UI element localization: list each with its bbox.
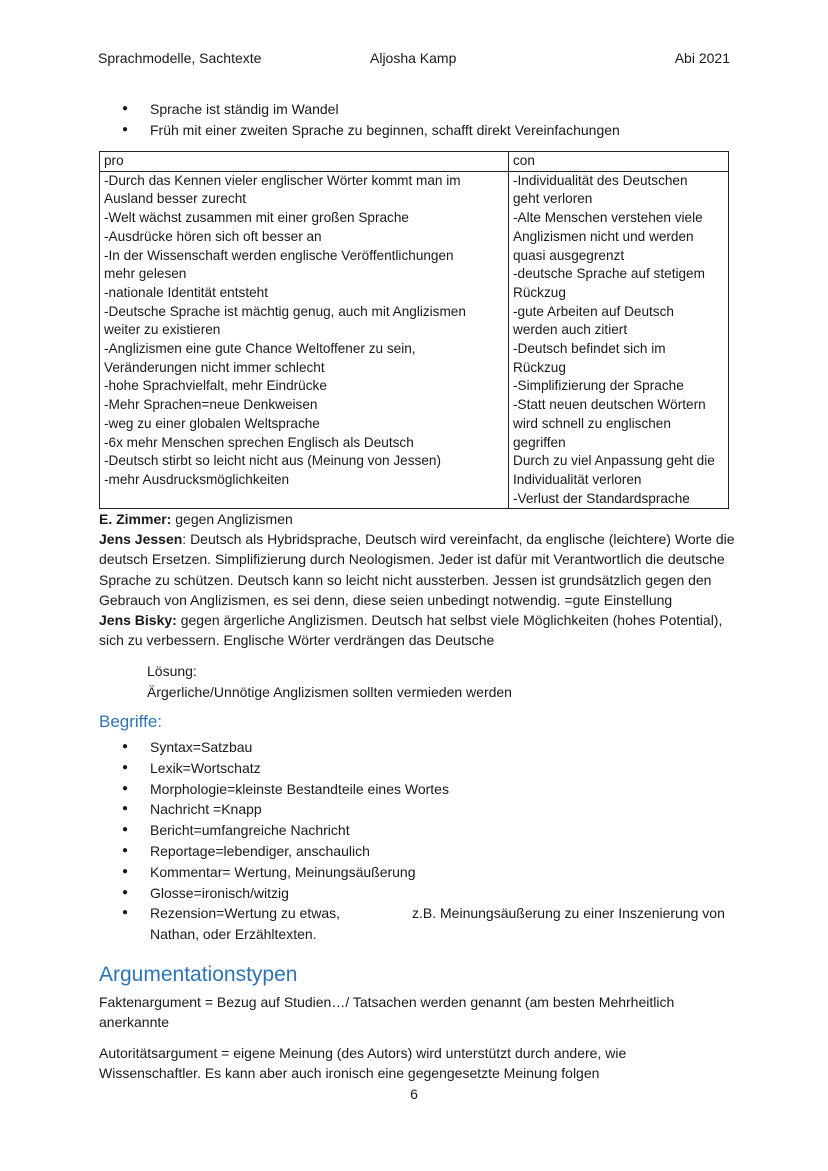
solution-text: Ärgerliche/Unnötige Anglizismen sollten vermieden werden xyxy=(147,683,512,700)
header-right: Abi 2021 xyxy=(674,50,730,66)
con-line: -Verlust der Standardsprache xyxy=(513,490,690,506)
con-line: -Deutsch befindet sich im xyxy=(513,341,666,357)
pro-line: -Welt wächst zusammen mit einer großen Sprache xyxy=(104,210,409,226)
con-line: wird schnell zu englischen xyxy=(513,415,671,431)
page-number: 6 xyxy=(410,1086,418,1102)
list-item: ● Glosse=ironisch/witzig xyxy=(122,883,725,904)
jessen-paragraph xyxy=(99,529,739,610)
pro-line: -hohe Sprachvielfalt, mehr Eindrücke xyxy=(104,378,327,394)
list-item: ● Bericht=umfangreiche Nachricht xyxy=(122,820,725,841)
con-line: -gute Arbeiten auf Deutsch xyxy=(513,303,674,319)
con-line: Anglizismen nicht und werden xyxy=(513,228,694,244)
bisky-paragraph xyxy=(99,610,739,650)
pro-line: -Ausdrücke hören sich oft besser an xyxy=(104,228,322,244)
argumentation-heading: Argumentationstypen xyxy=(99,963,298,986)
rezension-continuation: Nathan, oder Erzähltexten. xyxy=(150,926,317,943)
pro-line: -In der Wissenschaft werden englische Veröffentlichungen xyxy=(104,247,454,263)
fakten-paragraph: Faktenargument = Bezug auf Studien…/ Tatsachen werden genannt (am besten Mehrheitlich anerkannte xyxy=(99,994,675,1031)
pro-line: Veränderungen nicht immer schlecht xyxy=(104,359,325,375)
list-item: ● Morphologie=kleinste Bestandteile eines Wortes xyxy=(122,779,725,800)
begriffe-heading: Begriffe: xyxy=(99,712,163,731)
con-line: quasi ausgegrenzt xyxy=(513,247,625,263)
con-line: Durch zu viel Anpassung geht die xyxy=(513,453,715,469)
pro-con-table xyxy=(99,151,729,509)
pro-line: -Deutsch stirbt so leicht nicht aus (Meinung von Jessen) xyxy=(104,453,441,469)
list-item: ● Früh mit einer zweiten Sprache zu beginnen, schafft direkt Vereinfachungen xyxy=(122,120,620,141)
pro-line: -Durch das Kennen vieler englischer Wörter kommt man im xyxy=(104,172,461,188)
author-name: E. Zimmer: xyxy=(99,511,172,527)
pro-line: mehr gelesen xyxy=(104,266,187,282)
author-name: Jens Jessen xyxy=(99,531,183,548)
pro-line: Ausland besser zurecht xyxy=(104,191,247,207)
list-item: ● Syntax=Satzbau xyxy=(122,737,725,758)
rezension-example: z.B. Meinungsäußerung zu einer Inszenierung von xyxy=(412,905,725,922)
autoritaet-paragraph: Autoritätsargument = eigene Meinung (des Autors) wird unterstützt durch andere, wie Wissenschaftler. Es kann aber auch ironisch eine gegengesetzte Meinung folgen xyxy=(99,1045,627,1082)
table-row xyxy=(100,171,729,509)
con-line: -Alte Menschen verstehen viele xyxy=(513,210,703,226)
list-item: ● Lexik=Wortschatz xyxy=(122,758,725,779)
pro-line: -Anglizismen eine gute Chance Weltoffener zu sein, xyxy=(104,341,416,357)
con-line: Rückzug xyxy=(513,284,566,300)
solution-block xyxy=(147,661,512,702)
list-item: ● Kommentar= Wertung, Meinungsäußerung xyxy=(122,862,725,883)
list-item: ● Sprache ist ständig im Wandel xyxy=(122,99,620,120)
rezension-label: Rezension=Wertung zu etwas, xyxy=(150,905,341,922)
pro-line: -mehr Ausdrucksmöglichkeiten xyxy=(104,471,290,487)
con-line: -deutsche Sprache auf stetigem xyxy=(513,266,705,282)
list-item: ● Reportage=lebendiger, anschaulich xyxy=(122,841,725,862)
con-line: geht verloren xyxy=(513,191,593,207)
pro-line: -Mehr Sprachen=neue Denkweisen xyxy=(104,397,318,413)
author-text: gegen Anglizismen xyxy=(171,511,293,527)
author-opinions xyxy=(99,509,739,650)
header-left: Sprachmodelle, Sachtexte xyxy=(98,50,262,66)
con-line: -Simplifizierung der Sprache xyxy=(513,378,684,394)
pro-line: -6x mehr Menschen sprechen Englisch als Deutsch xyxy=(104,434,414,450)
table-header-con: con xyxy=(509,152,729,172)
pro-line: weiter zu existieren xyxy=(104,322,221,338)
header-center: Aljosha Kamp xyxy=(370,50,457,66)
table-header-pro: pro xyxy=(100,152,509,172)
con-line: -Statt neuen deutschen Wörtern xyxy=(513,397,706,413)
con-line: gegriffen xyxy=(513,434,566,450)
author-text: : Deutsch als Hybridsprache, Deutsch wird vereinfacht, da englische (leichtere) Worte die deutsch Ersetzen. Simplifizierung durch Neologismen. Jeder ist dafür mit Verantwortlich die deutsche Sprache zu schützen. Deutsch kann so leicht nicht aussterben. Jessen ist grundsätzlich gegen den Gebrauch von Anglizismen, es sei denn, diese seien unbedingt notwendig. =gute Einstellung xyxy=(99,531,735,608)
con-line: Rückzug xyxy=(513,359,566,375)
zimmer-line xyxy=(99,509,739,529)
solution-label: Lösung: xyxy=(147,663,197,679)
con-line: -Individualität des Deutschen xyxy=(513,172,688,188)
author-text: gegen ärgerliche Anglizismen. Deutsch hat selbst viele Möglichkeiten (hohes Potential), sich zu verbessern. Englische Wörter verdrängen das Deutsche xyxy=(99,612,723,649)
con-line: Individualität verloren xyxy=(513,471,642,487)
pro-line: -nationale Identität entsteht xyxy=(104,284,268,300)
pro-line: -Deutsche Sprache ist mächtig genug, auch mit Anglizismen xyxy=(104,303,466,319)
begriffe-list xyxy=(122,737,725,945)
list-item xyxy=(122,903,725,945)
list-item: ● Nachricht =Knapp xyxy=(122,799,725,820)
pro-line: -weg zu einer globalen Weltsprache xyxy=(104,415,320,431)
con-line: werden auch zitiert xyxy=(513,322,628,338)
table-header-row xyxy=(100,152,729,172)
con-column xyxy=(509,171,729,509)
author-name: Jens Bisky: xyxy=(99,612,177,629)
top-bullet-list xyxy=(122,99,620,141)
pro-column xyxy=(100,171,509,509)
